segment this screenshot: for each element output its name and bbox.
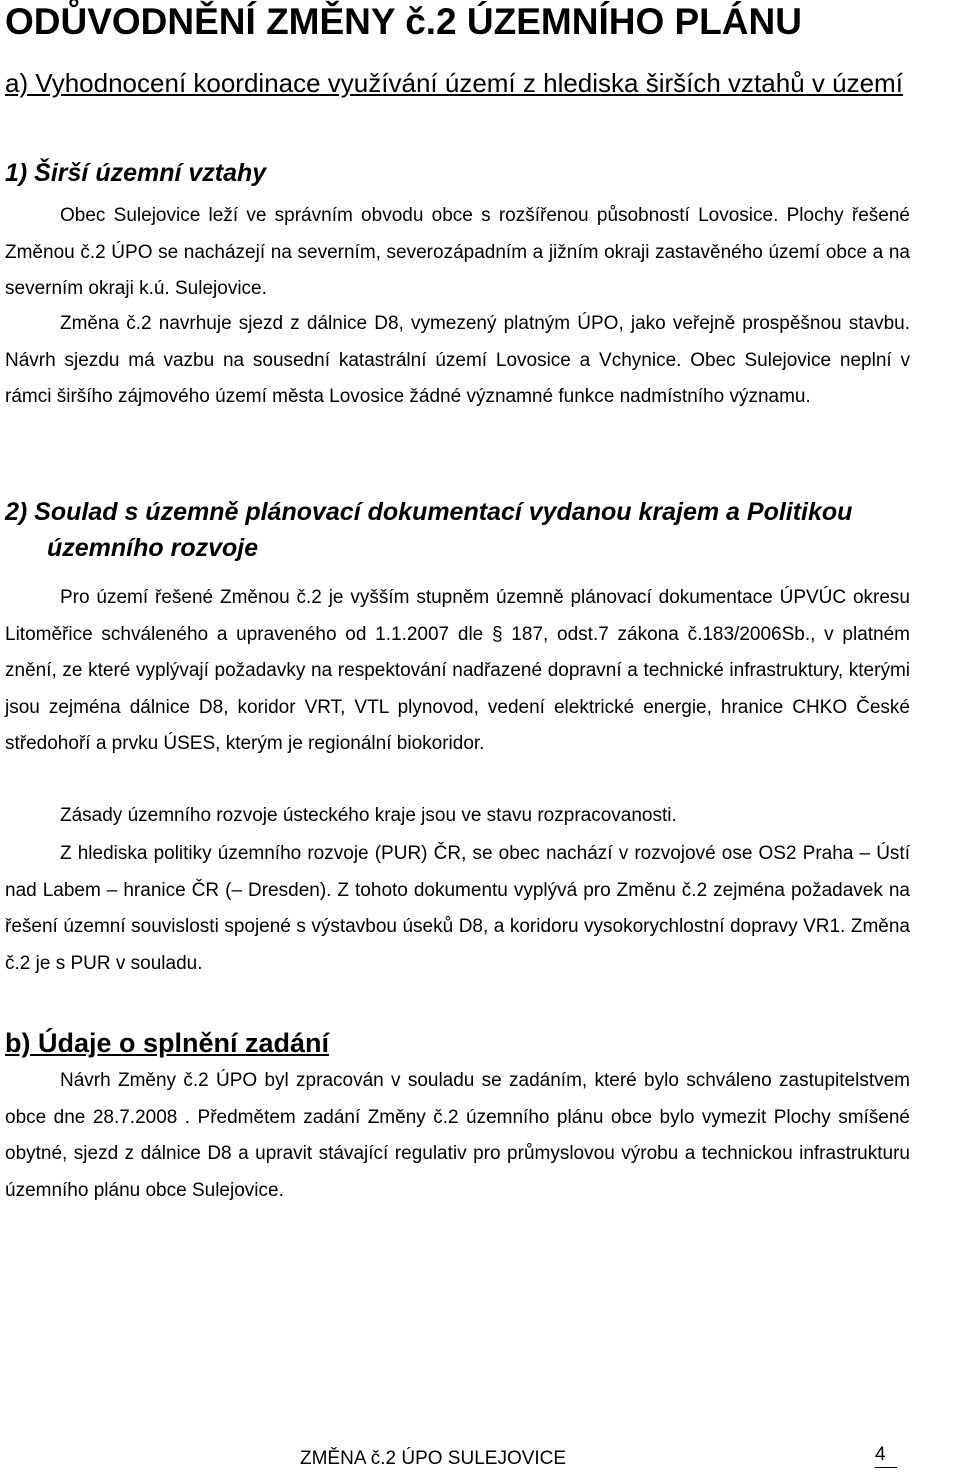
page-number: 4 bbox=[875, 1444, 886, 1465]
subsection-2-heading-line1: 2) Soulad s územně plánovací dokumentací vydanou krajem a Politikou bbox=[5, 498, 853, 526]
paragraph-change-proposal: Změna č.2 navrhuje sjezd z dálnice D8, vymezený platným ÚPO, jako veřejně prospěšnou stavbu. Návrh sjezdu má vazbu na sousední katastrální území Lovosice a Vchynice. Obec Sulejovice neplní v rámci širšího zájmového území města Lovosice žádné významné funkce nadmístního významu. bbox=[5, 313, 910, 407]
page-footer bbox=[0, 1440, 960, 1475]
section-b-heading: b) Údaje o splnění zadání bbox=[5, 1028, 330, 1058]
paragraph-regional-principles: Zásady územního rozvoje ústeckého kraje jsou ve stavu rozpracovanosti. bbox=[60, 805, 677, 826]
document-title: ODŮVODNĚNÍ ZMĚNY č.2 ÚZEMNÍHO PLÁNU bbox=[5, 1, 802, 42]
subsection-2-heading-line2: územního rozvoje bbox=[47, 534, 259, 562]
paragraph-assignment-fulfilment: Návrh Změny č.2 ÚPO byl zpracován v souladu se zadáním, které bylo schváleno zastupitelstvem obce dne 28.7.2008 . Předmětem zadání Změny č.2 územního plánu obce bylo vymezit Plochy smíšené obytné, sjezd z dálnice D8 a upravit stávající regulativ pro průmyslovou výrobu a technickou infrastrukturu územního plánu obce Sulejovice. bbox=[5, 1070, 910, 1201]
paragraph-planning-documentation: Pro území řešené Změnou č.2 je vyšším stupněm územně plánovací dokumentace ÚPVÚC okresu Litoměřice schváleného a upraveného od 1.1.2007 dle § 187, odst.7 zákona č.183/2006Sb., v platném znění, ze které vyplývají požadavky na respektování nadřazené dopravní a technické infrastruktury, kterými jsou zejména dálnice D8, koridor VRT, VTL plynovod, vedení elektrické energie, hranice CHKO České středohoří a prvku ÚSES, kterým je regionální biokoridor. bbox=[5, 587, 910, 754]
subsection-2-heading bbox=[5, 494, 955, 566]
section-a-heading: a) Vyhodnocení koordinace využívání území z hlediska širších vztahů v území bbox=[5, 68, 903, 98]
paragraph-development-policy: Z hlediska politiky územního rozvoje (PUR) ČR, se obec nachází v rozvojové ose OS2 Praha – Ústí nad Labem – hranice ČR (– Dresden). Z tohoto dokumentu vyplývá pro Změnu č.2 zejména požadavek na řešení územní souvislosti spojené s výstavbou úseků D8, a koridoru vysokorychlostní dopravy VR1. Změna č.2 je s PUR v souladu. bbox=[5, 843, 910, 974]
footer-label: ZMĚNA č.2 ÚPO SULEJOVICE bbox=[300, 1448, 567, 1469]
paragraph-wider-relations: Obec Sulejovice leží ve správním obvodu obce s rozšířenou působností Lovosice. Plochy řešené Změnou č.2 ÚPO se nacházejí na severním, severozápadním a jižním okraji zastavěného území obce a na severním okraji k.ú. Sulejovice. bbox=[5, 205, 910, 299]
footer-divider bbox=[875, 1467, 897, 1468]
subsection-1-heading: 1) Širší územní vztahy bbox=[5, 159, 267, 187]
